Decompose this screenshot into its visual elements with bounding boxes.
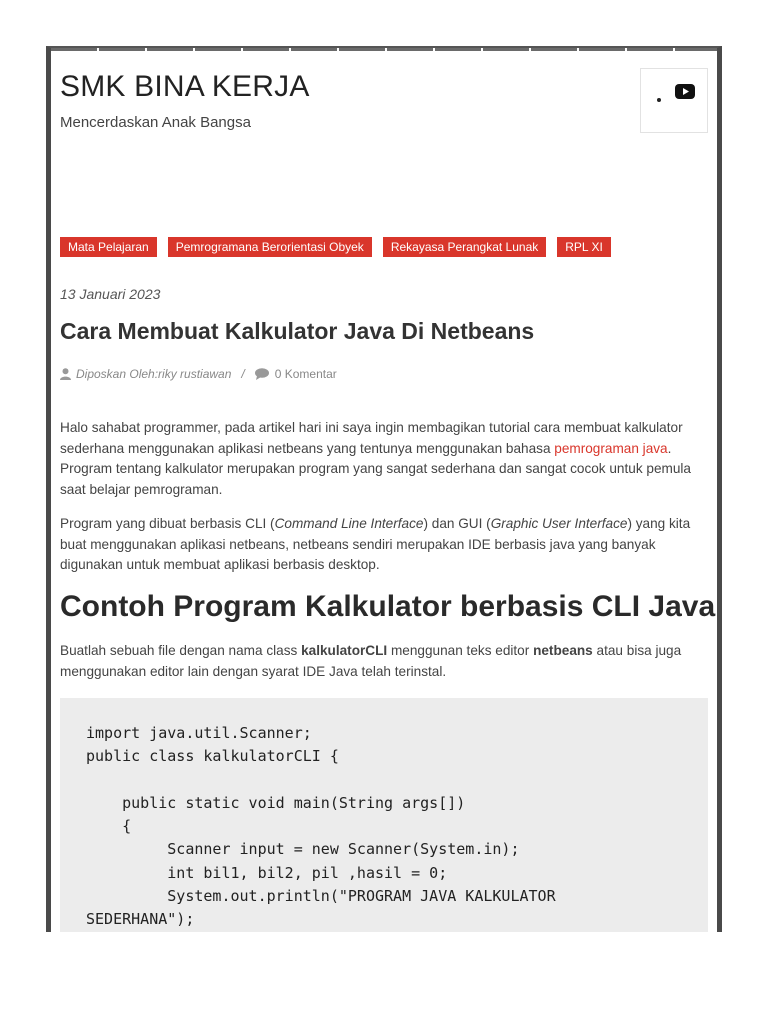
meta-separator: /	[241, 367, 245, 381]
cli-gui-paragraph: Program yang dibuat berbasis CLI (Command Line Interface) dan GUI (Graphic User Interface) yang kita buat menggunakan aplikasi netbeans, netbeans sendiri merupakan IDE berbasis java yang banyak digunakan untuk membuat aplikasi berbasis desktop.	[60, 516, 691, 572]
intro-paragraph: Halo sahabat programmer, pada artikel hari ini saya ingin membagikan tutorial cara membuat kalkulator sederhana menggunakan aplikasi netbeans yang tentunya menggunakan bahasa pemrograman java. Program tentang kalkulator merupakan program yang sangat sederhana dan sangat cocok untuk pemula saat belajar pemrograman.	[60, 420, 691, 497]
comment-icon	[255, 368, 269, 380]
post-meta	[60, 367, 337, 381]
tag-mata-pelajaran[interactable]: Mata Pelajaran	[60, 237, 157, 257]
social-links	[640, 68, 708, 133]
site-title[interactable]: SMK BINA KERJA	[60, 70, 310, 103]
post-author[interactable]: Diposkan Oleh:riky rustiawan	[76, 367, 232, 381]
code-block	[60, 698, 708, 932]
youtube-icon[interactable]	[675, 84, 695, 99]
pemrograman-java-link[interactable]: pemrograman java	[554, 440, 668, 456]
user-icon	[60, 368, 71, 380]
page-frame	[46, 46, 722, 932]
category-tags	[60, 237, 611, 257]
post-title: Cara Membuat Kalkulator Java Di Netbeans	[60, 318, 535, 344]
instruction-paragraph: Buatlah sebuah file dengan nama class kalkulatorCLI menggunan teks editor netbeans atau bisa juga menggunakan editor lain dengan syarat IDE Java telah terinstal.	[60, 643, 682, 679]
tag-rpl-xi[interactable]: RPL XI	[557, 237, 611, 257]
tag-rekayasa-perangkat-lunak[interactable]: Rekayasa Perangkat Lunak	[383, 237, 546, 257]
tag-pemrogramana-berorientasi-obyek[interactable]: Pemrogramana Berorientasi Obyek	[168, 237, 372, 257]
dot-icon[interactable]	[657, 98, 661, 102]
code-text[interactable]: import java.util.Scanner; public class kalkulatorCLI { public static void main(String args[]) { Scanner input = new Scanner(System.in); int bil1, bil2, pil ,hasil = 0; System.out.println("PROGRAM JAVA KALKULATOR SEDERHANA");	[86, 724, 556, 929]
comment-count[interactable]: 0 Komentar	[274, 367, 337, 381]
post-date: 13 Januari 2023	[60, 286, 161, 302]
site-tagline: Mencerdaskan Anak Bangsa	[60, 114, 251, 131]
section-heading: Contoh Program Kalkulator berbasis CLI Java	[60, 590, 716, 623]
